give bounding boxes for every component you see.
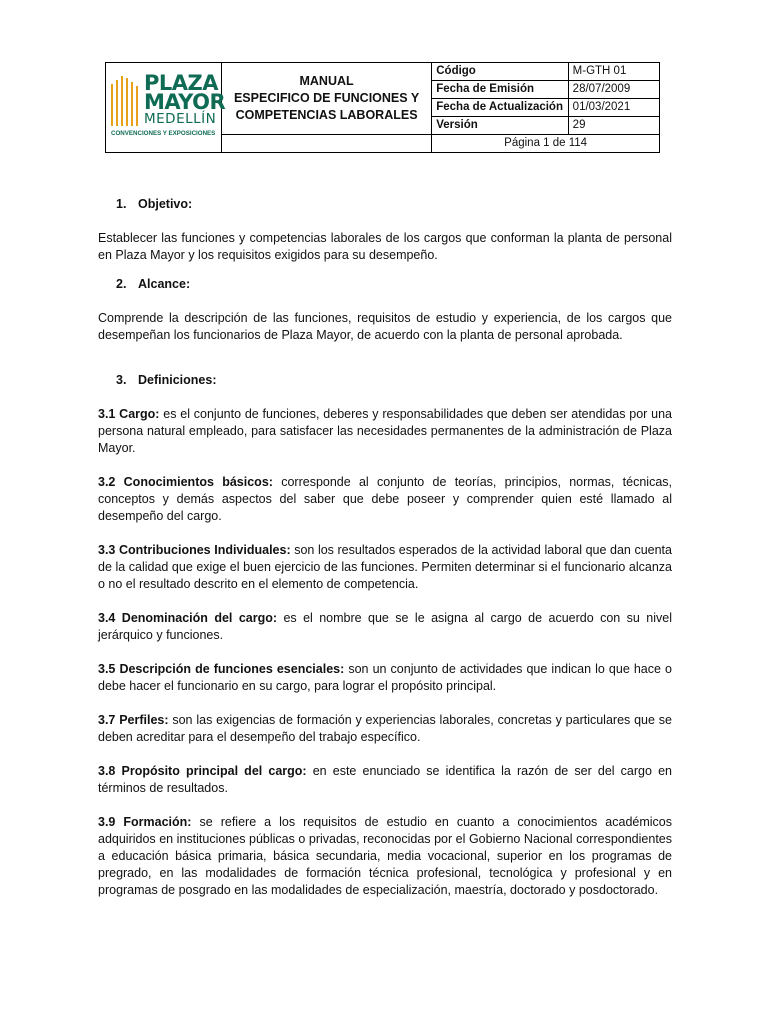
definition-term: 3.5 Descripción de funciones esenciales:	[98, 662, 345, 676]
logo-tagline: CONVENCIONES Y EXPOSICIONES	[111, 129, 216, 137]
title-spacer-cell	[221, 135, 431, 153]
definition-term: 3.8 Propósito principal del cargo:	[98, 764, 307, 778]
section-heading-definiciones	[116, 372, 672, 389]
definition-conocimientos-basicos	[98, 474, 672, 525]
section-title: Objetivo:	[138, 197, 193, 211]
field-label-fecha-actualizacion: Fecha de Actualización	[432, 99, 568, 117]
definition-proposito-principal	[98, 763, 672, 797]
section-title: Definiciones:	[138, 373, 217, 387]
definition-descripcion-funciones	[98, 661, 672, 695]
definition-denominacion-cargo	[98, 610, 672, 644]
logo-word-medellin: MEDELLÍN	[144, 110, 217, 127]
definition-text: se refiere a los requisitos de estudio en cuanto a conocimientos académicos adquiridos en instituciones públicas o privadas, reconocidas por el Gobierno Nacional correspondientes a educación básica primaria, básica secundaria, media vocacional, superior en los programas de pregrado, en las modalidades de formación técnica profesional, tecnológica y profesional y en programas de posgrado en las modalidades de especialización, maestría, doctorado y posdoctorado.	[98, 815, 672, 897]
definition-term: 3.2 Conocimientos básicos:	[98, 475, 273, 489]
section-title: Alcance:	[138, 277, 191, 291]
definition-term: 3.3 Contribuciones Individuales:	[98, 543, 291, 557]
columns-logo-icon	[110, 74, 140, 128]
field-label-version: Versión	[432, 117, 568, 135]
definition-term: 3.1 Cargo:	[98, 407, 160, 421]
definition-term: 3.9 Formación:	[98, 815, 192, 829]
definition-text: son un conjunto de actividades que indican lo que hace o debe hacer el funcionario en su cargo, para lograr el propósito principal.	[98, 662, 672, 693]
field-value-codigo: M-GTH 01	[568, 63, 659, 81]
definition-text: es el conjunto de funciones, deberes y responsabilidades que deben ser atendidas por una persona natural empleado, para satisfacer las necesidades permanentes de la administración de Plaza Mayor.	[98, 407, 672, 455]
section-heading-alcance	[116, 276, 672, 293]
field-value-fecha-emision: 28/07/2009	[568, 81, 659, 99]
definition-text: son los resultados esperados de la actividad laboral que dan cuenta de la calidad que exige el buen ejercicio de las funciones. Permiten determinar si el funcionario alcanza o no el resultado descrito en el elemento de competencia.	[98, 543, 672, 591]
definition-text: en este enunciado se identifica la razón de ser del cargo en términos de resultados.	[98, 764, 672, 795]
definition-contribuciones-individuales	[98, 542, 672, 593]
definition-text: son las exigencias de formación y experiencias laborales, concretas y particulares que se deben acreditar para el desempeño del trabajo específico.	[98, 713, 672, 744]
objetivo-paragraph: Establecer las funciones y competencias laborales de los cargos que conforman la planta de personal en Plaza Mayor y los requisitos exigidos para su desempeño.	[98, 231, 672, 262]
definition-perfiles	[98, 712, 672, 746]
plaza-mayor-logo	[106, 66, 226, 150]
logo-cell	[106, 63, 226, 153]
field-value-fecha-actualizacion: 01/03/2021	[568, 99, 659, 117]
document-title	[221, 63, 431, 135]
section-number: 1.	[116, 197, 127, 211]
field-value-version: 29	[568, 117, 659, 135]
title-line-2: ESPECIFICO DE FUNCIONES Y	[233, 91, 420, 105]
document-header-table	[105, 62, 660, 153]
field-label-codigo: Código	[432, 63, 568, 81]
title-line-1: MANUAL	[299, 74, 354, 88]
title-line-3: COMPETENCIAS LABORALES	[235, 108, 418, 122]
logo-word-plaza: PLAZA	[144, 70, 219, 95]
alcance-paragraph: Comprende la descripción de las funciones, requisitos de estudio y experiencia, de los cargos que desempeñan los funcionarios de Plaza Mayor, de acuerdo con la planta de personal aprobada.	[98, 311, 672, 342]
definition-formacion	[98, 814, 672, 899]
field-label-fecha-emision: Fecha de Emisión	[432, 81, 568, 99]
definition-term: 3.7 Perfiles:	[98, 713, 169, 727]
section-heading-objetivo	[116, 196, 672, 213]
definition-text: es el nombre que se le asigna al cargo de acuerdo con su nivel jerárquico y funciones.	[98, 611, 672, 642]
logo-word-mayor: MAYOR	[144, 89, 226, 114]
definition-cargo	[98, 406, 672, 457]
section-number: 3.	[116, 373, 127, 387]
page-number: Página 1 de 114	[432, 135, 660, 153]
document-body	[98, 196, 672, 899]
definition-term: 3.4 Denominación del cargo:	[98, 611, 278, 625]
definition-text: corresponde al conjunto de teorías, principios, normas, técnicas, conceptos y demás aspectos del saber que debe poseer y comprender quien esté llamado al desempeño del cargo.	[98, 475, 672, 523]
section-number: 2.	[116, 277, 127, 291]
